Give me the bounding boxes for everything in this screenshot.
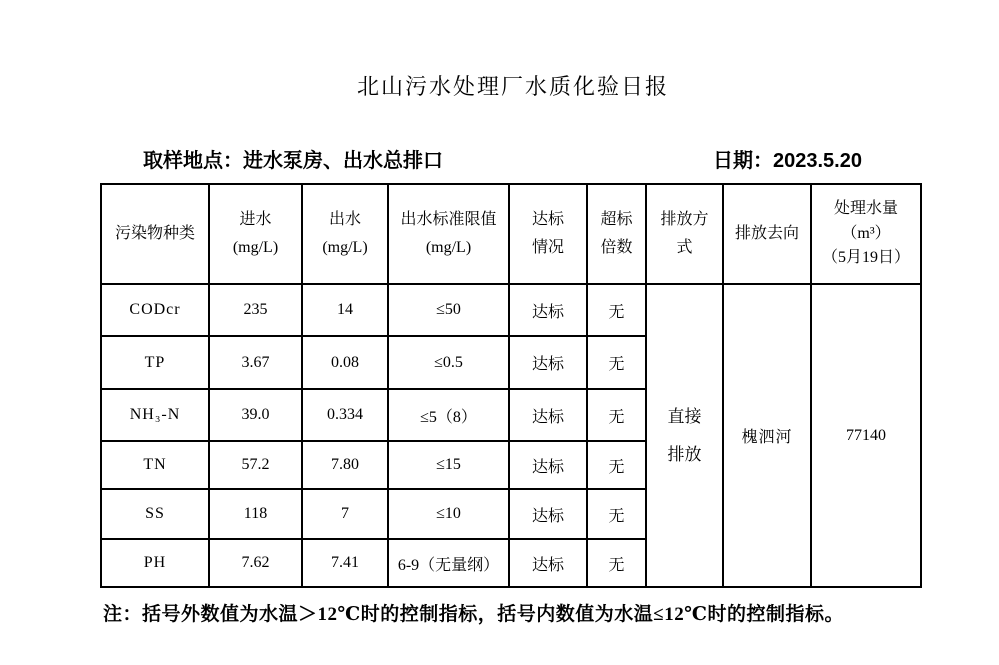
- treated-volume-cell: 77140: [811, 284, 921, 587]
- effluent-cell: 0.334: [302, 389, 388, 441]
- pollutant-cell: TP: [101, 336, 209, 389]
- sampling-location-label: 取样地点：进水泵房、出水总排口: [143, 150, 443, 172]
- limit-cell: ≤10: [388, 489, 509, 539]
- pollutant-cell: CODcr: [101, 284, 209, 336]
- header-effluent: 出水 (mg/L): [302, 184, 388, 284]
- footnote: 注：括号外数值为水温＞12℃时的控制指标，括号内数值为水温≤12℃时的控制指标。: [103, 604, 844, 625]
- compliance-cell: 达标: [509, 284, 587, 336]
- pollutant-cell: PH: [101, 539, 209, 587]
- effluent-cell: 7: [302, 489, 388, 539]
- header-compliance: 达标 情况: [509, 184, 587, 284]
- header-pollutant: [101, 184, 209, 284]
- pollutant-cell: NH₃-N: [101, 389, 209, 441]
- exceed-cell: 无: [587, 489, 646, 539]
- limit-cell: 6-9（无量纲）: [388, 539, 509, 587]
- page-title: 北山污水处理厂水质化验日报: [356, 74, 669, 99]
- table-row: [101, 284, 921, 336]
- effluent-cell: 7.41: [302, 539, 388, 587]
- exceed-cell: 无: [587, 539, 646, 587]
- exceed-cell: 无: [587, 441, 646, 489]
- compliance-cell: 达标: [509, 336, 587, 389]
- pollutant-cell: TN: [101, 441, 209, 489]
- limit-cell: ≤15: [388, 441, 509, 489]
- header-treated-volume: 处理水量 （m³） （5月19日）: [811, 184, 921, 284]
- influent-cell: 118: [209, 489, 302, 539]
- influent-cell: 39.0: [209, 389, 302, 441]
- influent-cell: 235: [209, 284, 302, 336]
- limit-cell: ≤5（8）: [388, 389, 509, 441]
- compliance-cell: 达标: [509, 441, 587, 489]
- influent-cell: 57.2: [209, 441, 302, 489]
- effluent-cell: 7.80: [302, 441, 388, 489]
- exceed-cell: 无: [587, 284, 646, 336]
- effluent-cell: 14: [302, 284, 388, 336]
- water-quality-table: [100, 183, 922, 588]
- header-limit: 出水标准限值 (mg/L): [388, 184, 509, 284]
- influent-cell: 7.62: [209, 539, 302, 587]
- effluent-cell: 0.08: [302, 336, 388, 389]
- exceed-cell: 无: [587, 336, 646, 389]
- discharge-destination-cell: 槐泗河: [723, 284, 811, 587]
- table-header-row: [101, 184, 921, 284]
- header-exceed-multiple: 超标 倍数: [587, 184, 646, 284]
- compliance-cell: 达标: [509, 539, 587, 587]
- compliance-cell: 达标: [509, 389, 587, 441]
- compliance-cell: 达标: [509, 489, 587, 539]
- influent-cell: 3.67: [209, 336, 302, 389]
- limit-cell: ≤0.5: [388, 336, 509, 389]
- limit-cell: ≤50: [388, 284, 509, 336]
- report-date-label: 日期：2023.5.20: [713, 150, 862, 172]
- exceed-cell: 无: [587, 389, 646, 441]
- pollutant-cell: SS: [101, 489, 209, 539]
- header-discharge-destination: 排放去向: [723, 184, 811, 284]
- header-discharge-mode: 排放方 式: [646, 184, 723, 284]
- discharge-mode-cell: 直接 排放: [646, 284, 723, 587]
- header-pollutant-label: 污染物种类: [114, 225, 195, 242]
- header-influent: 进水 (mg/L): [209, 184, 302, 284]
